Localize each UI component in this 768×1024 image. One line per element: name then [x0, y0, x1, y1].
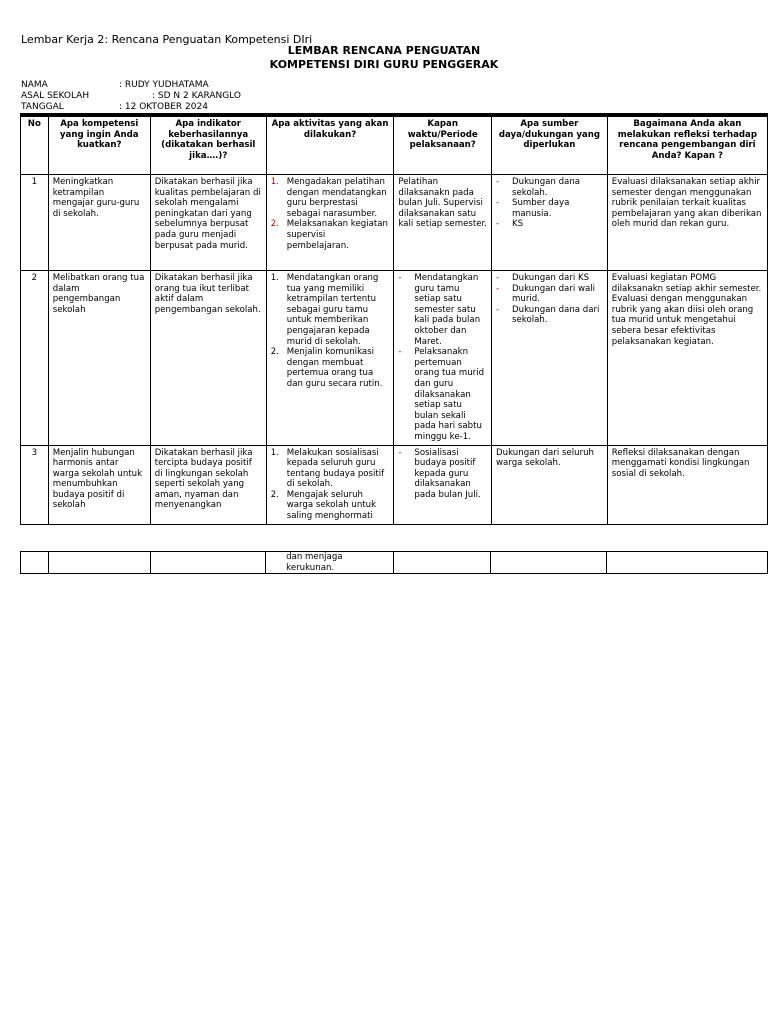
asal-sekolah-label: ASAL SEKOLAH — [21, 91, 90, 101]
continuation-text: dan menjaga kerukunan. — [286, 552, 343, 573]
list-item-text: Mendatangkan orang tua yang memiliki ketrampilan tertentu sebagai guru tamu untuk memberikan pengajaran kepada murid di sekolah. — [286, 273, 379, 347]
sumber-cell — [492, 271, 608, 446]
asal-sekolah-value: : SD N 2 KARANGLO — [152, 91, 242, 101]
plan-table-continuation — [20, 551, 768, 574]
header-aktivitas: Apa aktivitas yang akan dilakukan? — [266, 117, 394, 175]
list-number: 2. — [270, 347, 279, 358]
list-item — [496, 219, 603, 230]
list-item-text: Melakukan sosialisasi kepada seluruh guru tentang budaya positif di sekolah. — [286, 447, 385, 490]
table-row — [21, 271, 768, 446]
list-number: 1. — [270, 447, 279, 458]
list-item-text: Menjalin komunikasi dengan membuat pertemua orang tua dan guru secara rutin. — [286, 347, 383, 389]
dash-marker: - — [496, 177, 500, 187]
list-item — [398, 347, 487, 442]
aktivitas-cell — [266, 445, 394, 524]
list-item-text: Mengajak seluruh warga sekolah untuk saling menghormati — [286, 489, 377, 522]
document-label: Lembar Kerja 2: Rencana Penguatan Kompetensi DIri — [21, 33, 313, 46]
header-waktu: Kapan waktu/Periode pelaksanaan? — [394, 117, 492, 175]
table-row — [21, 552, 768, 574]
list-item — [496, 177, 603, 198]
list-item — [496, 305, 603, 326]
header-refleksi: Bagaimana Anda akan melakukan refleksi terhadap rencana pengembangan diri Anda? Kapan ? — [607, 117, 767, 175]
waktu-cell: Pelatihan dilaksanakn pada bulan Juli. Supervisi dilaksanakan satu kali setiap semester. — [394, 175, 492, 271]
document-title-line-1: LEMBAR RENCANA PENGUATAN — [287, 44, 481, 57]
sumber-cell: Dukungan dari seluruh warga sekolah. — [492, 445, 608, 524]
list-item — [496, 198, 603, 219]
header-kompetensi: Apa kompetensi yang ingin Anda kuatkan? — [48, 117, 150, 175]
nama-label: NAMA — [21, 80, 48, 90]
list-number: 1. — [270, 177, 279, 187]
table-header-row — [21, 117, 768, 175]
waktu-cell — [394, 271, 492, 446]
aktivitas-continuation-cell — [266, 552, 394, 574]
empty-cell — [150, 552, 266, 574]
list-item — [271, 347, 390, 389]
list-item-text: Sosialisasi budaya positif kepada guru dilaksanakan pada bulan Juli. — [414, 447, 481, 500]
list-item-text: KS — [512, 219, 524, 230]
sumber-cell — [492, 175, 608, 271]
list-item — [271, 273, 390, 347]
waktu-cell — [394, 445, 492, 524]
nama-value: : RUDY YUDHATAMA — [119, 80, 209, 90]
tanggal-value: : 12 OKTOBER 2024 — [119, 102, 208, 112]
empty-cell — [48, 552, 150, 574]
dash-marker: - — [398, 347, 402, 358]
list-item — [496, 284, 603, 305]
list-number: 2. — [270, 219, 279, 230]
list-item — [271, 219, 390, 251]
refleksi-cell: Evaluasi dilaksanakan setiap akhir semester dengan menggunakan rubrik penilaian terkait kualitas pembelajaran yang akan diberikan oleh murid dan rekan guru. — [607, 175, 767, 271]
dash-marker: - — [398, 447, 402, 458]
list-item-text: Pelaksanakn pertemuan orang tua murid dan guru dilaksanakan setiap satu bulan sekali pada hari sabtu minggu ke-1. — [414, 347, 485, 442]
kompetensi-cell: Meningkatkan ketrampilan mengajar guru-guru di sekolah. — [48, 175, 150, 271]
list-number: 2. — [270, 489, 279, 500]
empty-cell — [606, 552, 767, 574]
header-indikator: Apa indikator keberhasilannya (dikatakan berhasil jika….)? — [150, 117, 266, 175]
list-item — [398, 273, 487, 347]
list-item-text: Mengadakan pelatihan dengan mendatangkan guru berprestasi sebagai narasumber. — [286, 177, 387, 219]
document-title-line-2: KOMPETENSI DIRI GURU PENGGERAK — [269, 58, 499, 71]
row-number: 3 — [21, 445, 49, 524]
list-number: 1. — [270, 273, 279, 283]
dash-marker: - — [398, 273, 402, 283]
aktivitas-cell — [266, 175, 394, 271]
tanggal-label: TANGGAL — [21, 102, 64, 112]
empty-cell — [394, 552, 491, 574]
dash-marker: - — [496, 283, 500, 294]
list-item — [271, 448, 390, 490]
row-number: 1 — [21, 175, 49, 271]
table-row — [21, 175, 768, 271]
list-item-text: Melaksanakan kegiatan supervisi pembelajaran. — [286, 219, 388, 251]
refleksi-cell: Evaluasi kegiatan POMG dilaksanakn setiap akhir semester. Evaluasi dengan menggunakan rubrik yang akan diisi oleh orang tua murid untuk mengetahui sebera besar efektivitas pelaksanakan kegiatan. — [607, 271, 767, 446]
list-item-text: Dukungan dana dari sekolah. — [512, 304, 600, 326]
dash-marker: - — [496, 198, 500, 209]
dash-marker: - — [496, 273, 500, 283]
list-item — [496, 273, 603, 284]
list-item-text: Mendatangkan guru tamu setiap satu semester satu kali pada bulan oktober dan Maret. — [414, 273, 481, 347]
list-item — [271, 490, 390, 522]
dash-marker: - — [496, 304, 500, 315]
header-sumber: Apa sumber daya/dukungan yang diperlukan — [492, 117, 608, 175]
row-number: 2 — [21, 271, 49, 446]
list-item-text: Dukungan dari wali murid. — [512, 283, 596, 305]
indikator-cell: Dikatakan berhasil jika tercipta budaya positif di lingkungan sekolah seperti sekolah yang aman, nyaman dan menyenangkan — [150, 445, 266, 524]
kompetensi-cell: Melibatkan orang tua dalam pengembangan sekolah — [48, 271, 150, 446]
list-item — [398, 448, 487, 501]
empty-cell — [491, 552, 607, 574]
table-row — [21, 445, 768, 524]
aktivitas-cell — [266, 271, 394, 446]
indikator-cell: Dikatakan berhasil jika orang tua ikut terlibat aktif dalam pengembangan sekolah. — [150, 271, 266, 446]
list-item-text: Dukungan dari KS — [512, 273, 590, 283]
refleksi-cell: Refleksi dilaksanakan dengan menggamati kondisi lingkungan sosial di sekolah. — [607, 445, 767, 524]
kompetensi-cell: Menjalin hubungan harmonis antar warga sekolah untuk menumbuhkan budaya positif di sekolah — [48, 445, 150, 524]
dash-marker: - — [496, 219, 500, 230]
empty-cell — [21, 552, 49, 574]
header-no: No — [21, 117, 49, 175]
list-item — [271, 177, 390, 219]
list-item-text: Sumber daya manusia. — [512, 198, 570, 219]
list-item-text: Dukungan dana sekolah. — [512, 177, 581, 198]
indikator-cell: Dikatakan berhasil jika kualitas pembelajaran di sekolah mengalami peningkatan dari yang sebelumnya berpusat pada guru menjadi berpusat pada murid. — [150, 175, 266, 271]
plan-table — [20, 116, 768, 525]
